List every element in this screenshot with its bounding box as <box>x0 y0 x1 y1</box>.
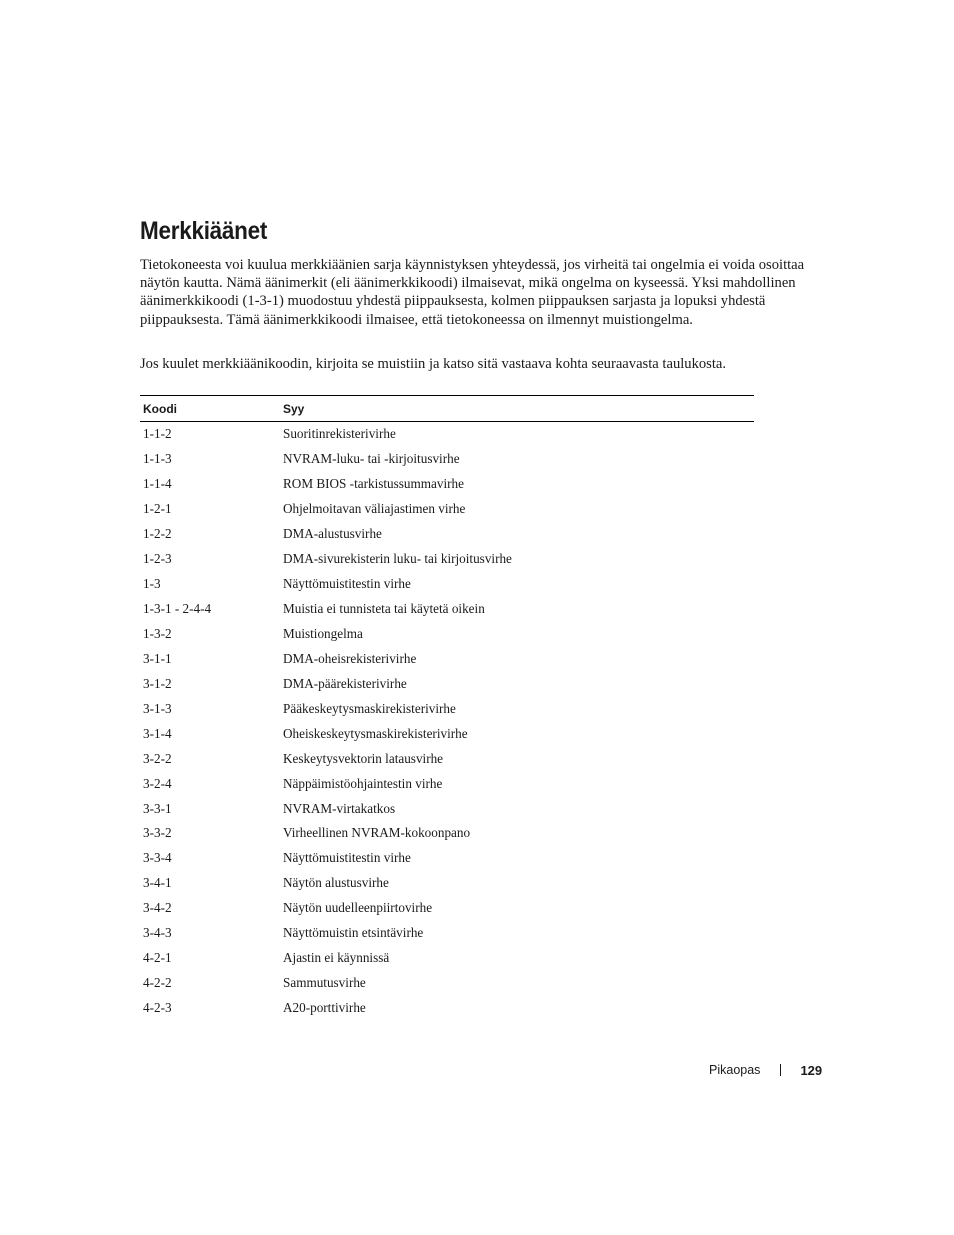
column-header-cause: Syy <box>283 401 305 416</box>
cause-cell: DMA-oheisrekisterivirhe <box>283 650 417 666</box>
table-row <box>140 796 754 821</box>
table-row <box>140 721 754 746</box>
beep-code-cell: 4-2-3 <box>143 1000 172 1016</box>
beep-code-cell: 3-2-2 <box>143 750 172 766</box>
cause-cell: Muistia ei tunnisteta tai käytetä oikein <box>283 601 485 617</box>
beep-code-cell: 3-1-3 <box>143 700 172 716</box>
footer-separator <box>780 1064 781 1076</box>
table-row <box>140 497 754 522</box>
table-row <box>140 447 754 472</box>
cause-cell: Näppäimistöohjaintestin virhe <box>283 775 443 791</box>
table-row <box>140 821 754 846</box>
cause-cell: Sammutusvirhe <box>283 975 366 991</box>
cause-cell: Pääkeskeytysmaskirekisterivirhe <box>283 700 456 716</box>
table-row <box>140 622 754 647</box>
beep-code-cell: 4-2-1 <box>143 950 172 966</box>
table-header <box>140 395 754 422</box>
table-body <box>140 422 754 1021</box>
cause-cell: NVRAM-luku- tai -kirjoitusvirhe <box>283 451 460 467</box>
table-row <box>140 597 754 622</box>
page-title: Merkkiäänet <box>140 217 268 245</box>
column-header-code: Koodi <box>143 401 177 416</box>
cause-cell: Näyttömuistitestin virhe <box>283 576 411 592</box>
page-footer <box>709 1061 822 1079</box>
table-row <box>140 996 754 1021</box>
beep-code-cell: 3-1-1 <box>143 650 172 666</box>
beep-code-cell: 3-4-1 <box>143 875 172 891</box>
cause-cell: Ajastin ei käynnissä <box>283 950 390 966</box>
table-row <box>140 771 754 796</box>
cause-cell: Keskeytysvektorin latausvirhe <box>283 750 444 766</box>
beep-code-cell: 4-2-2 <box>143 975 172 991</box>
beep-code-cell: 3-1-4 <box>143 725 172 741</box>
table-row <box>140 572 754 597</box>
beep-code-cell: 3-4-3 <box>143 925 172 941</box>
cause-cell: A20-porttivirhe <box>283 1000 366 1016</box>
beep-code-cell: 3-1-2 <box>143 675 172 691</box>
cause-cell: DMA-sivurekisterin luku- tai kirjoitusvirhe <box>283 551 512 567</box>
cause-cell: Näyttömuistitestin virhe <box>283 850 411 866</box>
beep-code-cell: 1-1-2 <box>143 426 172 442</box>
instruction-paragraph: Jos kuulet merkkiäänikoodin, kirjoita se muistiin ja katso sitä vastaava kohta seuraavasta taulukosta. <box>140 356 727 372</box>
cause-cell: Oheiskeskeytysmaskirekisterivirhe <box>283 725 468 741</box>
table-row <box>140 921 754 946</box>
cause-cell: Näytön alustusvirhe <box>283 875 389 891</box>
cause-cell: DMA-alustusvirhe <box>283 526 382 542</box>
beep-code-cell: 3-2-4 <box>143 775 172 791</box>
beep-code-cell: 1-3-2 <box>143 625 172 641</box>
cause-cell: NVRAM-virtakatkos <box>283 800 396 816</box>
beep-code-cell: 1-1-4 <box>143 476 172 492</box>
beep-code-cell: 3-3-4 <box>143 850 172 866</box>
beep-code-cell: 1-2-1 <box>143 501 172 517</box>
intro-paragraph: Tietokoneesta voi kuulua merkkiäänien sarja käynnistyksen yhteydessä, jos virheitä tai ongelmia ei voida osoittaa näytön kautta. Nämä äänimerkit (eli äänimerkkikoodi) ilmaisevat, mikä ongelma on kyseessä. Yksi mahdollinen äänimerkkikoodi (1-3-1) muodostuu yhdestä piippauksesta, kolmen piippauksen sarjasta ja lopuksi yhdestä piippauksesta. Tämä äänimerkkikoodi ilmaisee, että tietokoneessa on ilmennyt muistiongelma. <box>140 257 805 328</box>
beep-code-cell: 3-3-1 <box>143 800 172 816</box>
table-row <box>140 422 754 447</box>
beep-code-cell: 1-2-2 <box>143 526 172 542</box>
table-row <box>140 896 754 921</box>
footer-label: Pikaopas <box>709 1063 761 1077</box>
cause-cell: Ohjelmoitavan väliajastimen virhe <box>283 501 466 517</box>
table-row <box>140 696 754 721</box>
table-row <box>140 671 754 696</box>
beep-code-cell: 1-3 <box>143 576 161 592</box>
cause-cell: DMA-päärekisterivirhe <box>283 675 407 691</box>
table-row <box>140 971 754 996</box>
cause-cell: Näyttömuistin etsintävirhe <box>283 925 424 941</box>
cause-cell: ROM BIOS -tarkistussummavirhe <box>283 476 464 492</box>
table-row <box>140 746 754 771</box>
beep-code-cell: 1-3-1 - 2-4-4 <box>143 601 212 617</box>
beep-code-cell: 3-4-2 <box>143 900 172 916</box>
cause-cell: Suoritinrekisterivirhe <box>283 426 396 442</box>
page-number: 129 <box>800 1062 823 1078</box>
table-row <box>140 846 754 871</box>
beep-code-cell: 1-1-3 <box>143 451 172 467</box>
cause-cell: Virheellinen NVRAM-kokoonpano <box>283 825 471 841</box>
table-row <box>140 871 754 896</box>
table-row <box>140 547 754 572</box>
table-row <box>140 646 754 671</box>
beep-code-cell: 3-3-2 <box>143 825 172 841</box>
beep-code-table <box>140 395 754 1021</box>
table-row <box>140 946 754 971</box>
beep-code-cell: 1-2-3 <box>143 551 172 567</box>
table-row <box>140 472 754 497</box>
table-row <box>140 522 754 547</box>
cause-cell: Näytön uudelleenpiirtovirhe <box>283 900 433 916</box>
cause-cell: Muistiongelma <box>283 625 363 641</box>
